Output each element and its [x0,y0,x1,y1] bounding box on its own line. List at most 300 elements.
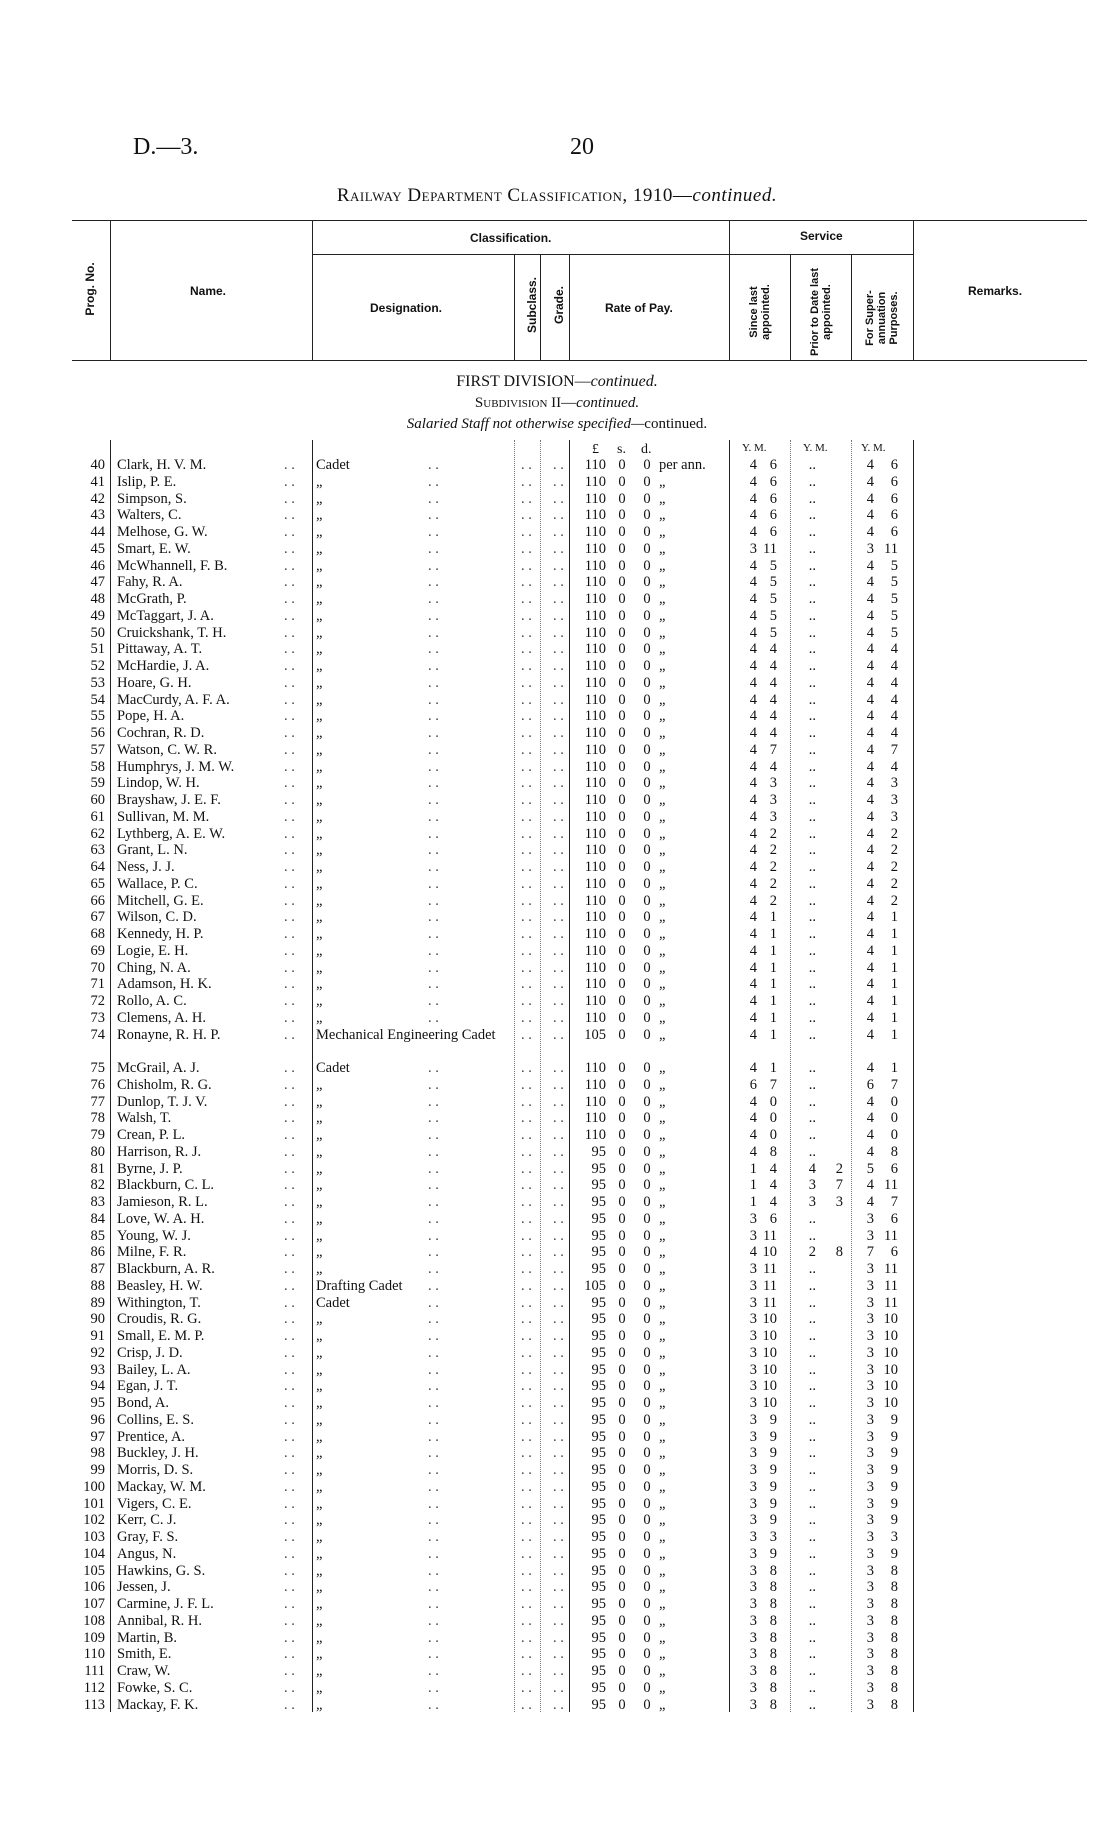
leader-dots: . . [553,1344,564,1361]
super-months: 0 [890,1093,898,1110]
leader-dots: . . [428,825,439,842]
since-years: 3 [749,1529,757,1545]
super-years: 3 [866,1679,874,1696]
leader-dots: . . [553,1512,564,1529]
super-years: 3 [866,1596,874,1612]
super-years: 4 [866,574,874,591]
rate-pence: 0 [643,1612,651,1629]
table-row [0,1110,1114,1127]
rate-shillings: 0 [618,574,626,591]
super-years: 3 [866,1294,874,1311]
designation: „ [316,808,323,825]
since-months: 5 [769,574,777,591]
designation: „ [316,490,323,507]
staff-name: Rollo, A. C. [117,993,187,1009]
leader-dots: . . [521,473,532,490]
header-remarks: Remarks. [968,284,1023,298]
rate-shillings: 0 [618,1445,626,1462]
since-years: 3 [749,1378,757,1395]
staff-name: Clark, H. V. M. [117,457,207,473]
rate-pounds: 110 [584,473,606,490]
super-years: 4 [866,1143,874,1160]
leader-dots: . . [553,658,564,674]
rate-pounds: 95 [591,1428,606,1445]
leader-dots: . . [521,1445,532,1462]
leader-dots: . . [553,1428,564,1445]
prior-years: .. [808,1612,816,1629]
leader-dots: . . [521,1076,532,1093]
super-months: 1 [890,976,898,993]
prog-no: 61 [90,808,105,825]
prior-years: .. [808,607,816,624]
rate-period: „ [659,1143,666,1160]
prior-months: 7 [835,1177,843,1194]
table-top-rule [72,220,1087,221]
col-rule-grade [569,254,570,360]
leader-dots: . . [284,708,295,725]
leader-dots: . . [428,741,439,758]
since-months: 2 [769,842,777,859]
super-years: 4 [866,725,874,741]
rate-shillings: 0 [618,557,626,574]
rate-pounds: 95 [591,1495,606,1512]
leader-dots: . . [553,1210,564,1227]
leader-dots: . . [284,658,295,674]
rate-shillings: 0 [618,792,626,808]
subdivision-label: Subdivision II— [474,395,577,411]
leader-dots: . . [521,708,532,725]
prior-years: .. [808,1495,816,1512]
leader-dots: . . [284,507,295,524]
super-months: 1 [890,1060,898,1076]
rate-pounds: 95 [591,1545,606,1562]
rate-period: „ [659,1395,666,1411]
leader-dots: . . [553,892,564,909]
rate-period: „ [659,1445,666,1462]
since-years: 4 [749,725,757,741]
table-row [0,541,1114,558]
super-months: 5 [890,557,898,574]
designation: „ [316,1529,323,1545]
table-row [0,1127,1114,1144]
super-years: 4 [866,1194,874,1210]
prog-no: 66 [90,892,105,909]
rate-pence: 0 [643,708,651,725]
rate-pence: 0 [643,1579,651,1596]
since-months: 10 [762,1344,777,1361]
super-months: 6 [890,1160,898,1177]
prior-years: .. [808,674,816,691]
rate-pence: 0 [643,892,651,909]
prog-no: 44 [90,524,105,540]
since-months: 8 [769,1646,777,1663]
leader-dots: . . [521,1679,532,1696]
super-years: 3 [866,1428,874,1445]
prog-no: 113 [83,1696,105,1713]
super-years: 4 [866,976,874,993]
col-rule-rate [729,220,730,360]
since-months: 6 [769,473,777,490]
pence-label: d. [641,442,652,457]
leader-dots: . . [428,1261,439,1277]
prior-years: .. [808,942,816,959]
leader-dots: . . [284,1093,295,1110]
prog-no: 55 [90,708,105,725]
rate-pence: 0 [643,1160,651,1177]
designation: „ [316,1395,323,1411]
prior-years: .. [808,507,816,524]
shillings-label: s. [617,442,626,457]
rate-shillings: 0 [618,1529,626,1545]
rate-period: „ [659,1612,666,1629]
rate-pence: 0 [643,1629,651,1646]
super-years: 4 [866,926,874,942]
table-row [0,1563,1114,1580]
rate-shillings: 0 [618,540,626,557]
leader-dots: . . [521,1596,532,1612]
rate-period: „ [659,1160,666,1177]
leader-dots: . . [284,1495,295,1512]
staff-name: Bond, A. [117,1395,169,1411]
since-months: 5 [769,624,777,641]
super-months: 1 [890,1009,898,1026]
header-prog-no: Prog. No. [83,262,97,316]
leader-dots: . . [284,825,295,842]
leader-dots: . . [521,942,532,959]
leader-dots: . . [521,758,532,775]
since-years: 3 [749,1646,757,1663]
rate-pounds: 110 [584,1093,606,1110]
table-row [0,1244,1114,1261]
staff-name: Mackay, W. M. [117,1478,206,1495]
designation: „ [316,591,323,607]
rate-pence: 0 [643,792,651,808]
super-years: 3 [866,1445,874,1462]
leader-dots: . . [553,875,564,892]
table-row [0,1194,1114,1211]
rate-shillings: 0 [618,1612,626,1629]
rate-shillings: 0 [618,1076,626,1093]
since-months: 6 [769,1210,777,1227]
leader-dots: . . [428,1244,439,1261]
designation: „ [316,1076,323,1093]
col-rule-prog [110,220,111,360]
prog-no: 87 [90,1261,105,1277]
page-number: 20 [570,134,594,160]
designation: „ [316,1629,323,1646]
staff-name: McGrath, P. [117,591,187,607]
prog-no: 103 [83,1529,105,1545]
leader-dots: . . [428,758,439,775]
rate-period: „ [659,1244,666,1261]
leader-dots: . . [521,490,532,507]
prior-years: .. [808,775,816,792]
leader-dots: . . [521,892,532,909]
rate-period: „ [659,540,666,557]
leader-dots: . . [284,1076,295,1093]
rate-shillings: 0 [618,1227,626,1244]
rate-period: „ [659,875,666,892]
leader-dots: . . [284,1060,295,1076]
designation: „ [316,524,323,540]
since-months: 4 [769,1177,777,1194]
since-years: 3 [749,1696,757,1713]
prior-years: .. [808,1529,816,1545]
super-years: 3 [866,540,874,557]
leader-dots: . . [553,507,564,524]
leader-dots: . . [553,825,564,842]
table-row [0,1211,1114,1228]
leader-dots: . . [553,926,564,942]
super-months: 5 [890,607,898,624]
leader-dots: . . [428,1428,439,1445]
staff-name: Vigers, C. E. [117,1495,192,1512]
prog-no: 78 [90,1110,105,1127]
super-months: 3 [890,808,898,825]
since-years: 3 [749,1344,757,1361]
since-years: 3 [749,540,757,557]
super-years: 4 [866,1026,874,1043]
since-years: 4 [749,741,757,758]
leader-dots: . . [284,741,295,758]
super-months: 11 [884,1261,898,1277]
leader-dots: . . [428,1311,439,1328]
designation: „ [316,875,323,892]
rate-pence: 0 [643,1009,651,1026]
prior-years: .. [808,574,816,591]
rate-period: „ [659,909,666,926]
since-years: 4 [749,473,757,490]
leader-dots: . . [428,792,439,808]
staff-name: Grant, L. N. [117,842,188,859]
prog-no: 97 [90,1428,105,1445]
leader-dots: . . [428,1194,439,1210]
leader-dots: . . [521,825,532,842]
leader-dots: . . [284,942,295,959]
rate-shillings: 0 [618,1512,626,1529]
leader-dots: . . [284,540,295,557]
prior-years: .. [808,993,816,1009]
since-years: 4 [749,909,757,926]
since-months: 8 [769,1579,777,1596]
prog-no: 48 [90,591,105,607]
super-months: 3 [890,792,898,808]
leader-dots: . . [284,758,295,775]
staff-name: Harrison, R. J. [117,1143,202,1160]
leader-dots: . . [284,691,295,708]
super-years: 4 [866,591,874,607]
rate-period: „ [659,1311,666,1328]
rate-pounds: 95 [591,1210,606,1227]
leader-dots: . . [428,490,439,507]
staff-name: Mackay, F. K. [117,1696,199,1713]
since-months: 2 [769,875,777,892]
table-row [0,1077,1114,1094]
rate-shillings: 0 [618,1026,626,1043]
super-months: 4 [890,641,898,658]
staff-name: Wallace, P. C. [117,875,198,892]
rate-pence: 0 [643,691,651,708]
leader-dots: . . [521,1261,532,1277]
rate-pence: 0 [643,490,651,507]
prior-years: .. [808,1026,816,1043]
prior-years: .. [808,1277,816,1294]
since-years: 3 [749,1612,757,1629]
table-row [0,1646,1114,1663]
since-years: 3 [749,1311,757,1328]
leader-dots: . . [553,1663,564,1679]
staff-name: Young, W. J. [117,1227,191,1244]
prog-no: 84 [90,1210,105,1227]
leader-dots: . . [521,1143,532,1160]
leader-dots: . . [428,658,439,674]
rate-pence: 0 [643,741,651,758]
page-title [0,185,1114,207]
since-months: 9 [769,1462,777,1478]
rate-pence: 0 [643,1428,651,1445]
since-months: 1 [769,976,777,993]
designation: „ [316,1462,323,1478]
leader-dots: . . [428,507,439,524]
prior-months: 3 [835,1194,843,1210]
staff-name: McTaggart, J. A. [117,607,214,624]
since-months: 10 [762,1395,777,1411]
leader-dots: . . [553,524,564,540]
leader-dots: . . [521,1160,532,1177]
leader-dots: . . [284,1160,295,1177]
leader-dots: . . [284,1177,295,1194]
rate-shillings: 0 [618,1277,626,1294]
leader-dots: . . [521,1093,532,1110]
staff-table-body [0,457,1114,1713]
super-months: 6 [890,473,898,490]
prior-years: .. [808,708,816,725]
staff-name: Ronayne, R. H. P. [117,1026,221,1043]
since-years: 4 [749,674,757,691]
prior-months: 8 [835,1244,843,1261]
prog-no: 92 [90,1344,105,1361]
since-years: 3 [749,1478,757,1495]
rate-pounds: 95 [591,1529,606,1545]
rate-shillings: 0 [618,909,626,926]
prog-no: 69 [90,942,105,959]
prog-no: 49 [90,607,105,624]
since-years: 3 [749,1679,757,1696]
staff-name: Milne, F. R. [117,1244,187,1261]
rate-shillings: 0 [618,825,626,842]
prior-years: .. [808,808,816,825]
leader-dots: . . [521,1495,532,1512]
designation: „ [316,1244,323,1261]
staff-name: Watson, C. W. R. [117,741,217,758]
header-name: Name. [190,284,227,298]
rate-shillings: 0 [618,842,626,859]
designation: „ [316,507,323,524]
rate-shillings: 0 [618,1210,626,1227]
rate-period: „ [659,473,666,490]
since-years: 4 [749,490,757,507]
rate-pence: 0 [643,1679,651,1696]
super-months: 11 [884,1294,898,1311]
designation: „ [316,1663,323,1679]
rate-shillings: 0 [618,875,626,892]
rate-shillings: 0 [618,1093,626,1110]
super-months: 9 [890,1411,898,1428]
prior-years: .. [808,1328,816,1344]
since-years: 4 [749,892,757,909]
prior-years: .. [808,1076,816,1093]
leader-dots: . . [284,926,295,942]
rate-period: „ [659,1328,666,1344]
staff-continued: continued. [644,416,708,432]
super-months: 8 [890,1679,898,1696]
super-years: 4 [866,792,874,808]
rate-shillings: 0 [618,524,626,540]
prog-no: 42 [90,490,105,507]
super-years: 4 [866,524,874,540]
table-row [0,1412,1114,1429]
staff-name: Martin, B. [117,1629,178,1646]
prog-no: 45 [90,540,105,557]
since-months: 10 [762,1244,777,1261]
since-years: 4 [749,926,757,942]
rate-pence: 0 [643,557,651,574]
leader-dots: . . [521,1579,532,1596]
prog-no: 96 [90,1411,105,1428]
rate-period: „ [659,926,666,942]
rate-pounds: 95 [591,1562,606,1579]
rate-period: „ [659,1177,666,1194]
leader-dots: . . [284,1127,295,1143]
super-months: 8 [890,1629,898,1646]
rate-period: „ [659,1596,666,1612]
leader-dots: . . [428,1378,439,1395]
rate-pounds: 110 [584,725,606,741]
since-months: 3 [769,775,777,792]
leader-dots: . . [521,859,532,875]
rate-shillings: 0 [618,1679,626,1696]
leader-dots: . . [284,674,295,691]
prog-no: 99 [90,1462,105,1478]
designation: „ [316,1127,323,1143]
super-years: 4 [866,825,874,842]
rate-shillings: 0 [618,993,626,1009]
rate-pence: 0 [643,959,651,976]
col-rule-service [913,220,914,360]
rate-pounds: 95 [591,1462,606,1478]
leader-dots: . . [553,473,564,490]
leader-dots: . . [553,1110,564,1127]
leader-dots: . . [284,457,295,473]
rate-period: „ [659,658,666,674]
prior-years: .. [808,591,816,607]
since-years: 4 [749,1110,757,1127]
rate-shillings: 0 [618,1478,626,1495]
designation: „ [316,1495,323,1512]
rate-shillings: 0 [618,758,626,775]
leader-dots: . . [284,490,295,507]
designation: „ [316,473,323,490]
staff-name: Cochran, R. D. [117,725,205,741]
leader-dots: . . [284,1344,295,1361]
since-months: 4 [769,1160,777,1177]
rate-pounds: 110 [584,490,606,507]
leader-dots: . . [284,591,295,607]
prior-years: .. [808,1227,816,1244]
leader-dots: . . [428,1110,439,1127]
rate-pounds: 95 [591,1596,606,1612]
leader-dots: . . [553,691,564,708]
